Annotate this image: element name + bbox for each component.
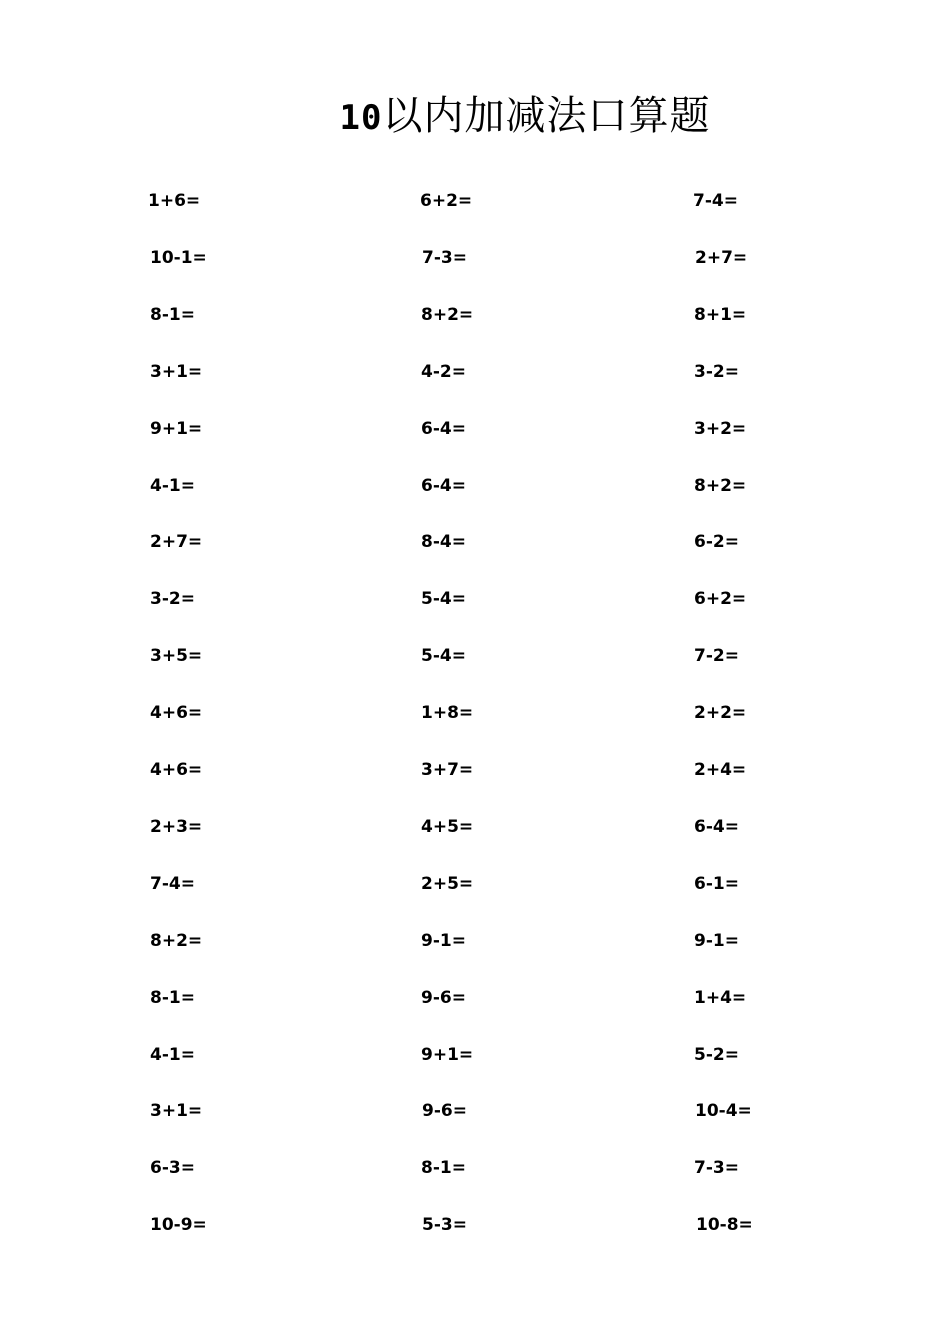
problem-c3-r14: 9-1=	[694, 931, 739, 951]
problem-c1-r6: 4-1=	[150, 476, 195, 496]
problem-c2-r16: 9+1=	[421, 1045, 474, 1065]
problem-c2-r4: 4-2=	[421, 362, 466, 382]
problem-c1-r13: 7-4=	[150, 874, 195, 894]
problem-c2-r19: 5-3=	[422, 1215, 467, 1235]
problem-c2-r2: 7-3=	[422, 248, 467, 268]
problem-c3-r10: 2+2=	[694, 703, 747, 723]
problem-c3-r1: 7-4=	[693, 191, 738, 211]
problem-c3-r9: 7-2=	[694, 646, 739, 666]
problem-c2-r9: 5-4=	[421, 646, 466, 666]
problem-c1-r14: 8+2=	[150, 931, 203, 951]
problem-c3-r16: 5-2=	[694, 1045, 739, 1065]
problem-c3-r2: 2+7=	[695, 248, 748, 268]
problem-c3-r3: 8+1=	[694, 305, 747, 325]
problem-c1-r9: 3+5=	[150, 646, 203, 666]
problem-c3-r4: 3-2=	[694, 362, 739, 382]
problem-c3-r15: 1+4=	[694, 988, 747, 1008]
problem-c1-r7: 2+7=	[150, 532, 203, 552]
problem-c2-r3: 8+2=	[421, 305, 474, 325]
problem-c3-r13: 6-1=	[694, 874, 739, 894]
problem-c1-r17: 3+1=	[150, 1101, 203, 1121]
problem-c3-r7: 6-2=	[694, 532, 739, 552]
problem-c3-r12: 6-4=	[694, 817, 739, 837]
problem-c1-r11: 4+6=	[150, 760, 203, 780]
problem-c3-r17: 10-4=	[695, 1101, 752, 1121]
problem-c3-r6: 8+2=	[694, 476, 747, 496]
problem-c3-r18: 7-3=	[694, 1158, 739, 1178]
problem-c1-r1: 1+6=	[148, 191, 201, 211]
problem-c2-r14: 9-1=	[421, 931, 466, 951]
problem-c2-r8: 5-4=	[421, 589, 466, 609]
problem-c2-r12: 4+5=	[421, 817, 474, 837]
problem-c2-r5: 6-4=	[421, 419, 466, 439]
problem-c1-r3: 8-1=	[150, 305, 195, 325]
problem-c2-r18: 8-1=	[421, 1158, 466, 1178]
problem-c3-r5: 3+2=	[694, 419, 747, 439]
problem-c2-r10: 1+8=	[421, 703, 474, 723]
problem-c3-r8: 6+2=	[694, 589, 747, 609]
problem-c1-r10: 4+6=	[150, 703, 203, 723]
problem-c2-r7: 8-4=	[421, 532, 466, 552]
problem-c2-r13: 2+5=	[421, 874, 474, 894]
problem-c2-r17: 9-6=	[422, 1101, 467, 1121]
problem-c1-r12: 2+3=	[150, 817, 203, 837]
problem-c1-r19: 10-9=	[150, 1215, 207, 1235]
problem-c1-r8: 3-2=	[150, 589, 195, 609]
problem-c2-r15: 9-6=	[421, 988, 466, 1008]
problem-c1-r4: 3+1=	[150, 362, 203, 382]
title-number: 10	[339, 98, 383, 138]
problem-c1-r18: 6-3=	[150, 1158, 195, 1178]
problem-c2-r11: 3+7=	[421, 760, 474, 780]
problem-c1-r5: 9+1=	[150, 419, 203, 439]
problem-c3-r19: 10-8=	[696, 1215, 753, 1235]
problem-c2-r1: 6+2=	[420, 191, 473, 211]
title-text: 以内加减法口算题	[382, 93, 711, 139]
problem-c3-r11: 2+4=	[694, 760, 747, 780]
problem-c1-r16: 4-1=	[150, 1045, 195, 1065]
problem-c1-r15: 8-1=	[150, 988, 195, 1008]
problem-c1-r2: 10-1=	[150, 248, 207, 268]
problem-c2-r6: 6-4=	[421, 476, 466, 496]
